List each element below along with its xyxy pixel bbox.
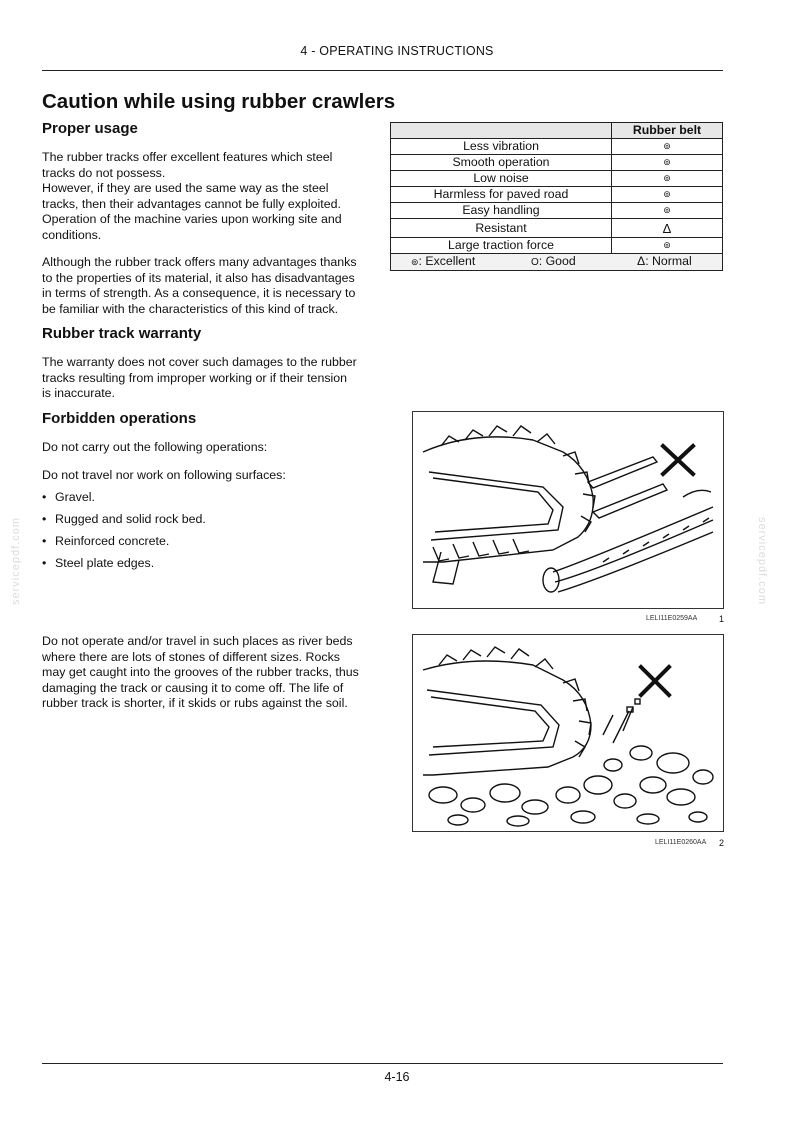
paragraph-river-beds: Do not operate and/or travel in such places as river beds where there are lots of stones of different sizes. Rocks may get caught into the grooves of the rubber tracks, thus damaging the track or causing it to come off. The life of rubber track is shorter, if it skids or rubs against the soil. bbox=[42, 634, 359, 711]
excellent-icon: ⊚ bbox=[411, 257, 419, 267]
bullet-icon: • bbox=[42, 534, 47, 548]
list-item: • Rugged and solid rock bed. bbox=[42, 512, 206, 526]
figure-steel-plate bbox=[412, 411, 724, 609]
list-item: • Steel plate edges. bbox=[42, 556, 155, 570]
bullet-icon: • bbox=[42, 512, 47, 526]
watermark-left: servicepdf.com bbox=[9, 517, 22, 605]
figure-1-code: LELI11E0259AA bbox=[646, 615, 698, 622]
heading-rubber-track-warranty: Rubber track warranty bbox=[42, 325, 202, 342]
forbidden-surfaces-list bbox=[42, 489, 206, 577]
heading-proper-usage: Proper usage bbox=[42, 120, 138, 137]
legend-excellent: ⊚: Excellent bbox=[411, 254, 476, 268]
figure-river-bed bbox=[412, 634, 724, 832]
good-icon: O bbox=[531, 257, 539, 268]
paragraph-proper-usage-1: The rubber tracks offer excellent features which steel tracks do not possess. However, if they are used the same way as the steel tracks, then their advantages cannot be fully exploited. Operation of the machine varies upon working site and conditions. bbox=[42, 150, 342, 242]
table-row: Smooth operation ⊚ bbox=[391, 155, 723, 171]
header-rule bbox=[42, 70, 723, 71]
section-header: 4 - OPERATING INSTRUCTIONS bbox=[300, 44, 494, 58]
table-header-row bbox=[391, 123, 723, 139]
normal-icon: Δ bbox=[637, 254, 646, 268]
track-on-steel-plate-illustration bbox=[413, 412, 723, 608]
forbidden-intro: Do not carry out the following operations: bbox=[42, 440, 268, 454]
legend-good: O: Good bbox=[531, 254, 576, 268]
list-item: • Gravel. bbox=[42, 490, 95, 504]
heading-forbidden-operations: Forbidden operations bbox=[42, 410, 197, 427]
table-row: Harmless for paved road ⊚ bbox=[391, 187, 723, 203]
figure-1-number: 1 bbox=[719, 614, 725, 624]
track-on-river-bed-illustration bbox=[413, 635, 723, 831]
table-row: Low noise ⊚ bbox=[391, 171, 723, 187]
paragraph-warranty: The warranty does not cover such damages to the rubber tracks resulting from improper working or if their tension is inaccurate. bbox=[42, 355, 357, 401]
bullet-icon: • bbox=[42, 490, 47, 504]
table-row: Large traction force ⊚ bbox=[391, 238, 723, 254]
forbidden-surfaces: Do not travel nor work on following surfaces: bbox=[42, 468, 286, 482]
table-row: Easy handling ⊚ bbox=[391, 203, 723, 219]
table-legend-row bbox=[391, 254, 723, 271]
rubber-belt-table bbox=[390, 122, 723, 271]
legend-normal: Δ: Normal bbox=[637, 254, 692, 268]
figure-2-code: LELI11E0260AA bbox=[655, 839, 707, 846]
page-title: Caution while using rubber crawlers bbox=[42, 90, 396, 113]
list-item: • Reinforced concrete. bbox=[42, 534, 170, 548]
table-row: Resistant Δ bbox=[391, 219, 723, 238]
rating-legend bbox=[391, 254, 723, 271]
page-number: 4-16 bbox=[384, 1070, 410, 1084]
footer-rule bbox=[42, 1063, 723, 1064]
bullet-icon: • bbox=[42, 556, 47, 570]
paragraph-proper-usage-2: Although the rubber track offers many advantages thanks to the properties of its material, it also has disadvantages in terms of strength. As a consequence, it is necessary to be familiar with the characteristics of this kind of track. bbox=[42, 255, 357, 316]
column-header-rubber-belt: Rubber belt bbox=[612, 123, 723, 139]
watermark-right: servicepdf.com bbox=[755, 517, 768, 605]
table-row: Less vibration ⊚ bbox=[391, 139, 723, 155]
figure-2-number: 2 bbox=[719, 838, 725, 848]
